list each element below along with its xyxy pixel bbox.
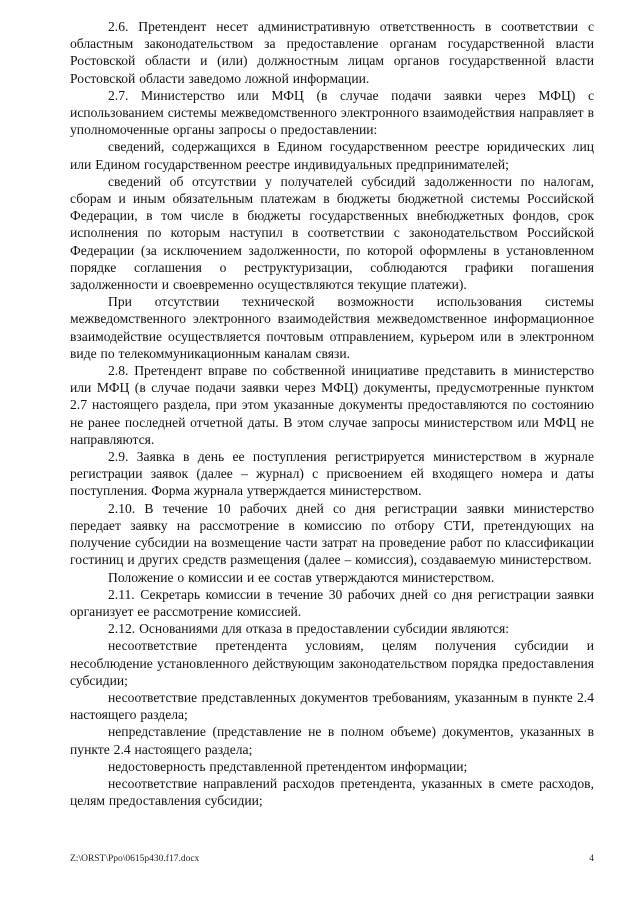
paragraph-list-item: несоответствие претендента условиям, целям получения субсидии и несоблюдение установленного действующим законодательством порядка предоставления субсидии; — [70, 638, 594, 688]
paragraph-2-10: 2.10. В течение 10 рабочих дней со дня регистрации заявки министерство передает заявку на рассмотрение в комиссию по отбору СТИ, претендующих на получение субсидии на возмещение части затрат на проведение работ по классификации гостиниц и других средств размещения (далее – комиссия), создаваемую министерством. — [70, 500, 594, 568]
paragraph-list-item: недостоверность представленной претендентом информации; — [108, 758, 468, 774]
paragraph-2-8: 2.8. Претендент вправе по собственной инициативе представить в министерство или МФЦ (в случае подачи заявки через МФЦ) документы, предусмотренные пунктом 2.7 настоящего раздела, при этом указанные документы предоставляются по состоянию не ранее последней отчетной даты. В этом случае запросы министерством или МФЦ не направляются. — [70, 363, 594, 447]
paragraph-list-item: сведений, содержащихся в Едином государственном реестре юридических лиц или Едином государственном реестре индивидуальных предпринимателей; — [70, 139, 594, 172]
paragraph-2-6: 2.6. Претендент несет административную ответственность в соответствии с областным законодательством за предоставление органам государственной власти Ростовской области и (или) должностным лицам органов государственной власти Ростовской области заведомо ложной информации. — [70, 19, 594, 86]
paragraph-2-12: 2.12. Основаниями для отказа в предоставлении субсидии являются: — [108, 621, 509, 637]
page-number: 4 — [589, 854, 594, 864]
paragraph-list-item: непредставление (представление не в полном объеме) документов, указанных в пункте 2.4 настоящего раздела; — [70, 724, 594, 757]
paragraph-list-item: несоответствие представленных документов требованиям, указанным в пункте 2.4 настоящего раздела; — [70, 689, 594, 723]
paragraph: Положение о комиссии и ее состав утверждаются министерством. — [108, 569, 495, 585]
paragraph: При отсутствии технической возможности использования системы межведомственного электронного взаимодействия межведомственное информационное взаимодействие осуществляется почтовым отправлением, курьером или в электронном виде по телекоммуникационным каналам связи. — [70, 294, 594, 361]
paragraph-2-11: 2.11. Секретарь комиссии в течение 30 рабочих дней со дня регистрации заявки организует ее рассмотрение комиссией. — [70, 586, 594, 619]
paragraph-2-9: 2.9. Заявка в день ее поступления регистрируется министерством в журнале регистрации заявок (далее – журнал) с присвоением ей входящего номера и даты поступления. Форма журнала утверждается министерством. — [70, 449, 594, 499]
paragraph-list-item: сведений об отсутствии у получателей субсидий задолженности по налогам, сборам и иным обязательным платежам в бюджеты бюджетной системы Российской Федерации, в том числе в бюджеты государственных внебюджетных фондов, срок исполнения по которым наступил в соответствии с законодательством Российской Федерации (за исключением задолженности, по которой оформлены в установленном порядке соглашения о реструктуризации, соблюдаются графики погашения задолженности и своевременно осуществляются текущие платежи). — [70, 173, 594, 293]
paragraph-2-7: 2.7. Министерство или МФЦ (в случае подачи заявки через МФЦ) с использованием системы межведомственного электронного взаимодействия направляет в уполномоченные органы запросы о предоставлении: — [70, 87, 594, 138]
paragraph-list-item: несоответствие направлений расходов претендента, указанных в смете расходов, целям предоставления субсидии; — [70, 775, 594, 809]
file-path: Z:\ORST\Ppo\0615p430.f17.docx — [70, 854, 200, 864]
document-body — [70, 18, 594, 809]
